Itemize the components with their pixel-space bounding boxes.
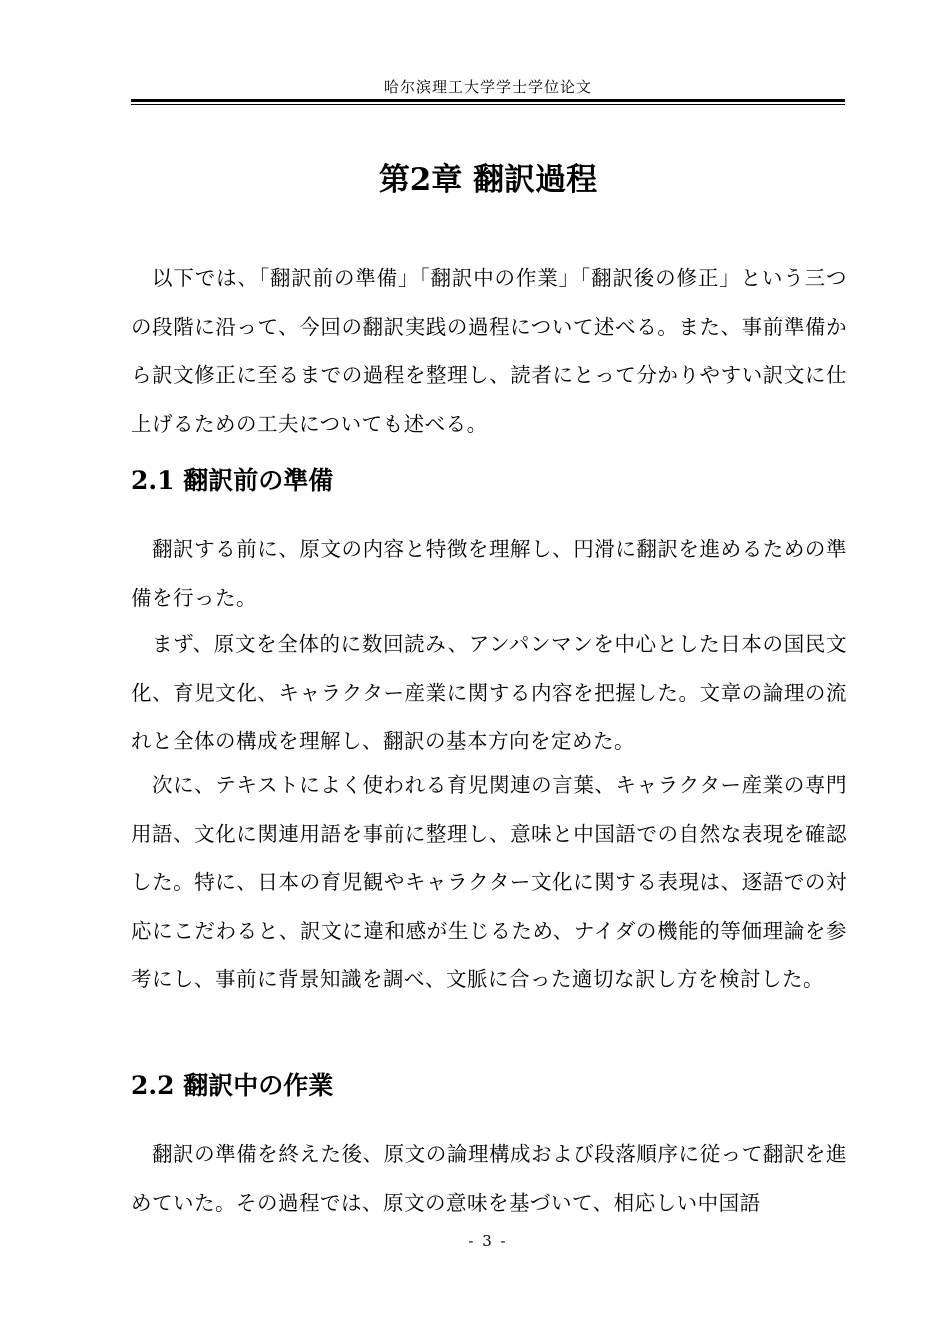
section-heading-2-1: 2.1 翻訳前の準備 — [131, 466, 334, 495]
section-2-1-paragraph-1: 翻訳する前に、原文の内容と特徴を理解し、円滑に翻訳を進めるための準備を行った。 — [131, 537, 847, 610]
running-header: 哈尔滨理工大学学士学位论文 — [383, 78, 592, 96]
page-number: - 3 - — [468, 1232, 508, 1250]
chapter-title: 第2章 翻訳過程 — [378, 162, 598, 198]
section-2-1-paragraph-3: 次に、テキストによく使われる育児関連の言葉、キャラクター産業の専門用語、文化に関連用語を事前に整理し、意味と中国語での自然な表現を確認した。特に、日本の育児観やキャラクター文化に関する表現は、逐語での対応にこだわると、訳文に違和感が生じるため、ナイダの機能的等価理論を参考にし、事前に背景知識を調べ、文脈に合った適切な訳し方を検討した。 — [131, 773, 847, 991]
header-rule-thick — [131, 99, 845, 102]
section-2-2-paragraph-1: 翻訳の準備を終えた後、原文の論理構成および段落順序に従って翻訳を進めていた。その過程では、原文の意味を基づいて、相応しい中国語 — [131, 1142, 847, 1215]
section-2-1-paragraph-2: まず、原文を全体的に数回読み、アンパンマンを中心とした日本の国民文化、育児文化、キャラクター産業に関する内容を把握した。文章の論理の流れと全体の構成を理解し、翻訳の基本方向を定めた。 — [131, 632, 847, 753]
header-rule-thin — [131, 104, 845, 105]
section-heading-2-2: 2.2 翻訳中の作業 — [131, 1071, 334, 1100]
intro-paragraph: 以下では、「翻訳前の準備」「翻訳中の作業」「翻訳後の修正」という三つの段階に沿って、今回の翻訳実践の過程について述べる。また、事前準備から訳文修正に至るまでの過程を整理し、読者にとって分かりやすい訳文に仕上げるための工夫についても述べる。 — [131, 266, 847, 436]
